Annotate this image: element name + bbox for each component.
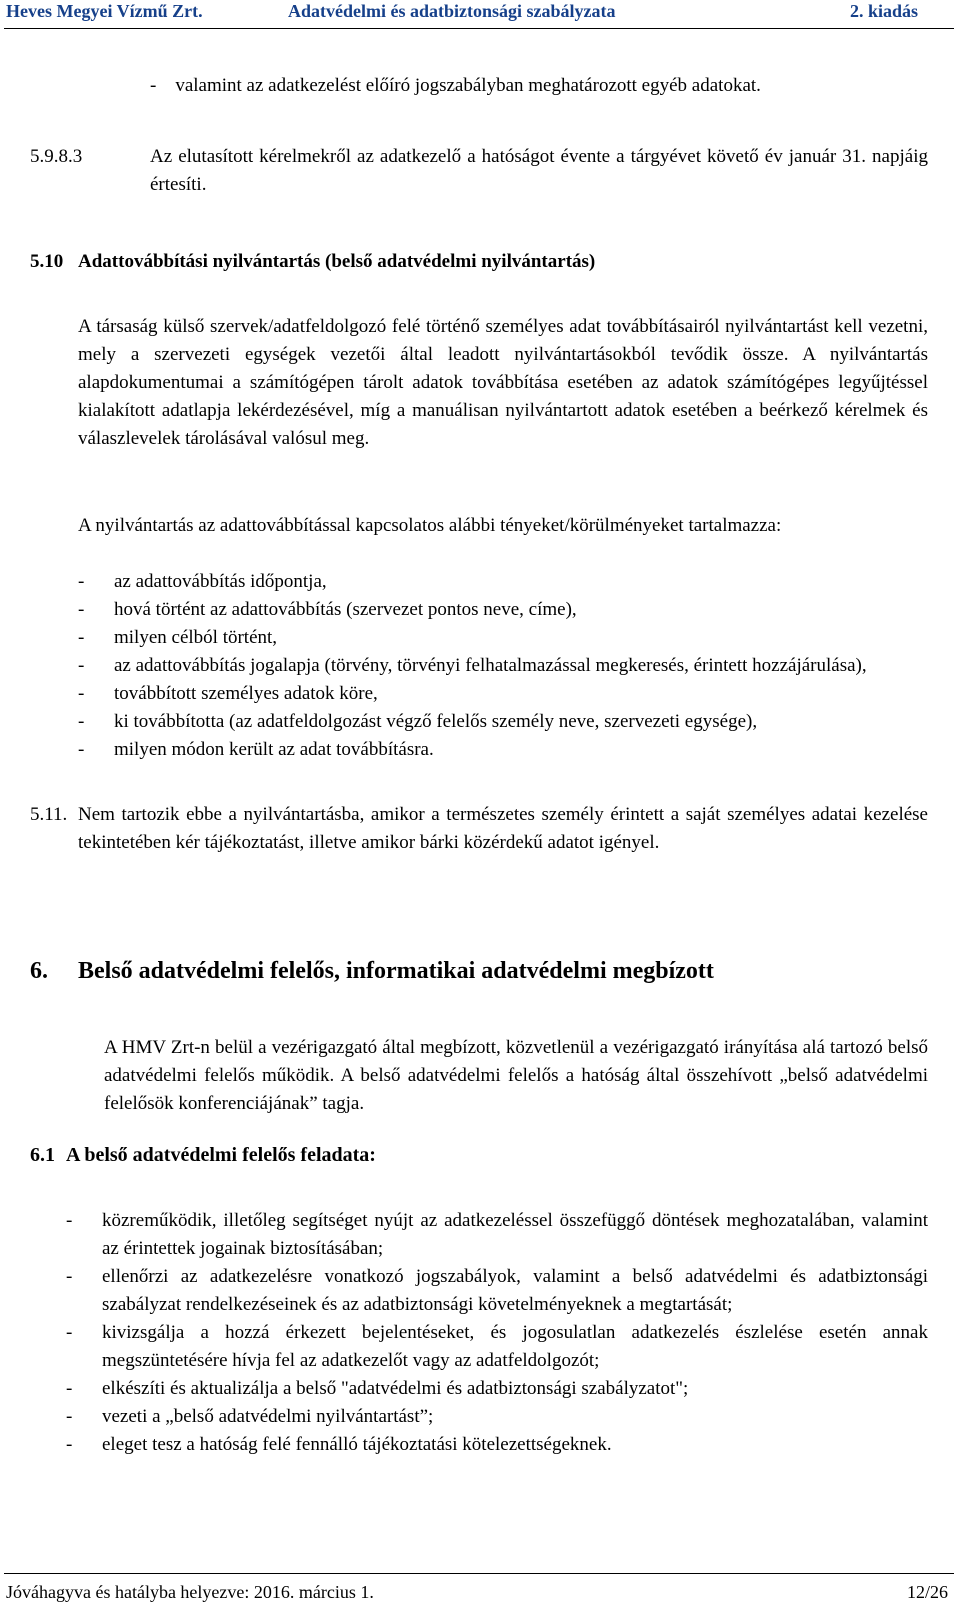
list-dash: -	[150, 75, 157, 96]
section-number-510: 5.10	[30, 251, 64, 272]
section-61-list	[66, 1207, 928, 1459]
header-edition: 2. kiadás	[849, 1, 918, 21]
header-divider	[4, 28, 954, 29]
list-item	[78, 652, 928, 680]
list-dash: -	[78, 655, 85, 676]
list-item	[66, 1263, 928, 1319]
list-item	[78, 568, 928, 596]
list-item-text: valamint az adatkezelést előíró jogszabályban meghatározott egyéb adatokat.	[175, 75, 761, 96]
section-number-5983: 5.9.8.3	[30, 146, 83, 167]
list-item-text: az adattovábbítás jogalapja (törvény, törvényi felhatalmazással megkeresés, érintett hozzájárulása),	[114, 655, 867, 676]
section-number-511: 5.11.	[30, 804, 68, 825]
section-511-text: Nem tartozik ebbe a nyilvántartásba, amikor a természetes személy érintett a saját személyes adatai kezelése tekintetében kér tájékoztatást, illetve amikor bárki közérdekű adatot igényel.	[78, 804, 928, 853]
page-header	[0, 0, 960, 22]
list-item-text: milyen célból történt,	[114, 627, 278, 648]
footer-approval: Jóváhagyva és hatályba helyezve: 2016. március 1.	[6, 1582, 374, 1602]
list-dash: -	[78, 599, 85, 620]
list-dash: -	[66, 1266, 73, 1287]
list-item-text: ellenőrzi az adatkezelésre vonatkozó jogszabályok, valamint a belső adatvédelmi és adatbiztonsági szabályzat rendelkezéseinek és az adatbiztonsági követelményeknek a megtartását;	[102, 1266, 928, 1315]
list-dash: -	[66, 1210, 73, 1231]
list-item	[66, 1319, 928, 1375]
list-item-text: hová történt az adattovábbítás (szervezet pontos neve, címe),	[114, 599, 577, 620]
list-item	[78, 596, 928, 624]
chapter-6-paragraph: A HMV Zrt-n belül a vezérigazgató által megbízott, közvetlenül a vezérigazgató irányítása alá tartozó belső adatvédelmi felelős működik. A belső adatvédelmi felelős a hatóság által összehívott „belső adatvédelmi felelősök konferenciájának” tagja.	[104, 1037, 928, 1114]
list-item	[78, 708, 928, 736]
list-item-text: eleget tesz a hatóság felé fennálló tájékoztatási kötelezettségeknek.	[102, 1434, 612, 1455]
section-510-paragraph-2: A nyilvántartás az adattovábbítással kapcsolatos alábbi tényeket/körülményeket tartalmazza:	[78, 515, 782, 536]
list-item	[66, 1375, 928, 1403]
list-item-text: ki továbbította (az adatfeldolgozást végző felelős személy neve, szervezeti egysége),	[114, 711, 758, 732]
list-item-text: milyen módon került az adat továbbításra.	[114, 739, 434, 760]
list-item	[150, 72, 928, 100]
list-item	[66, 1403, 928, 1431]
list-item	[78, 680, 928, 708]
header-company: Heves Megyei Vízmű Zrt.	[6, 1, 203, 21]
section-510-paragraph-1: A társaság külső szervek/adatfeldolgozó felé történő személyes adat továbbításairól nyilvántartást kell vezetni, mely a szervezeti egységek vezetői által leadott nyilvántartásokból tevődik össze. A nyilvántartás alapdokumentumai a számítógépen tárolt adatok továbbítása esetében az adatok számítógépes legyűjtéssel kialakított adatlapja lekérdezésével, míg a manuálisan nyilvántartott adatok esetében a beérkező kérelmek és válaszlevelek tárolásával valósul meg.	[78, 316, 928, 449]
list-dash: -	[66, 1378, 73, 1399]
list-dash: -	[66, 1322, 73, 1343]
section-510-title: Adattovábbítási nyilvántartás (belső adatvédelmi nyilvántartás)	[78, 251, 596, 272]
list-item-text: vezeti a „belső adatvédelmi nyilvántartást”;	[102, 1406, 434, 1427]
top-list	[150, 72, 928, 100]
list-item	[78, 736, 928, 764]
list-item-text: elkészíti és aktualizálja a belső "adatvédelmi és adatbiztonsági szabályzatot";	[102, 1378, 689, 1399]
list-dash: -	[78, 627, 85, 648]
list-dash: -	[78, 739, 85, 760]
header-title: Adatvédelmi és adatbiztonsági szabályzata	[288, 1, 616, 21]
list-dash: -	[78, 711, 85, 732]
list-item	[66, 1431, 928, 1459]
footer-page-number: 12/26	[906, 1582, 948, 1602]
list-dash: -	[66, 1434, 73, 1455]
list-item-text: az adattovábbítás időpontja,	[114, 571, 327, 592]
list-item-text: kivizsgálja a hozzá érkezett bejelentéseket, és jogosulatlan adatkezelés észlelése esetén annak megszüntetésére hívja fel az adatkezelőt vagy az adatfeldolgozót;	[102, 1322, 928, 1371]
section-61-title: A belső adatvédelmi felelős feladata:	[66, 1144, 376, 1166]
list-item	[66, 1207, 928, 1263]
list-dash: -	[78, 683, 85, 704]
chapter-number-6: 6.	[30, 958, 48, 984]
list-item	[78, 624, 928, 652]
list-dash: -	[66, 1406, 73, 1427]
list-item-text: továbbított személyes adatok köre,	[114, 683, 378, 704]
page-footer	[4, 1573, 954, 1602]
section-number-61: 6.1	[30, 1144, 55, 1166]
list-item-text: közreműködik, illetőleg segítséget nyújt az adatkezeléssel összefüggő döntések meghozatalában, valamint az érintettek jogainak biztosításában;	[102, 1210, 928, 1259]
section-5983-text: Az elutasított kérelmekről az adatkezelő a hatóságot évente a tárgyévet követő év január 31. napjáig értesíti.	[150, 146, 928, 195]
chapter-6-title: Belső adatvédelmi felelős, informatikai adatvédelmi megbízott	[78, 958, 714, 984]
section-510-list	[78, 568, 928, 764]
list-dash: -	[78, 571, 85, 592]
